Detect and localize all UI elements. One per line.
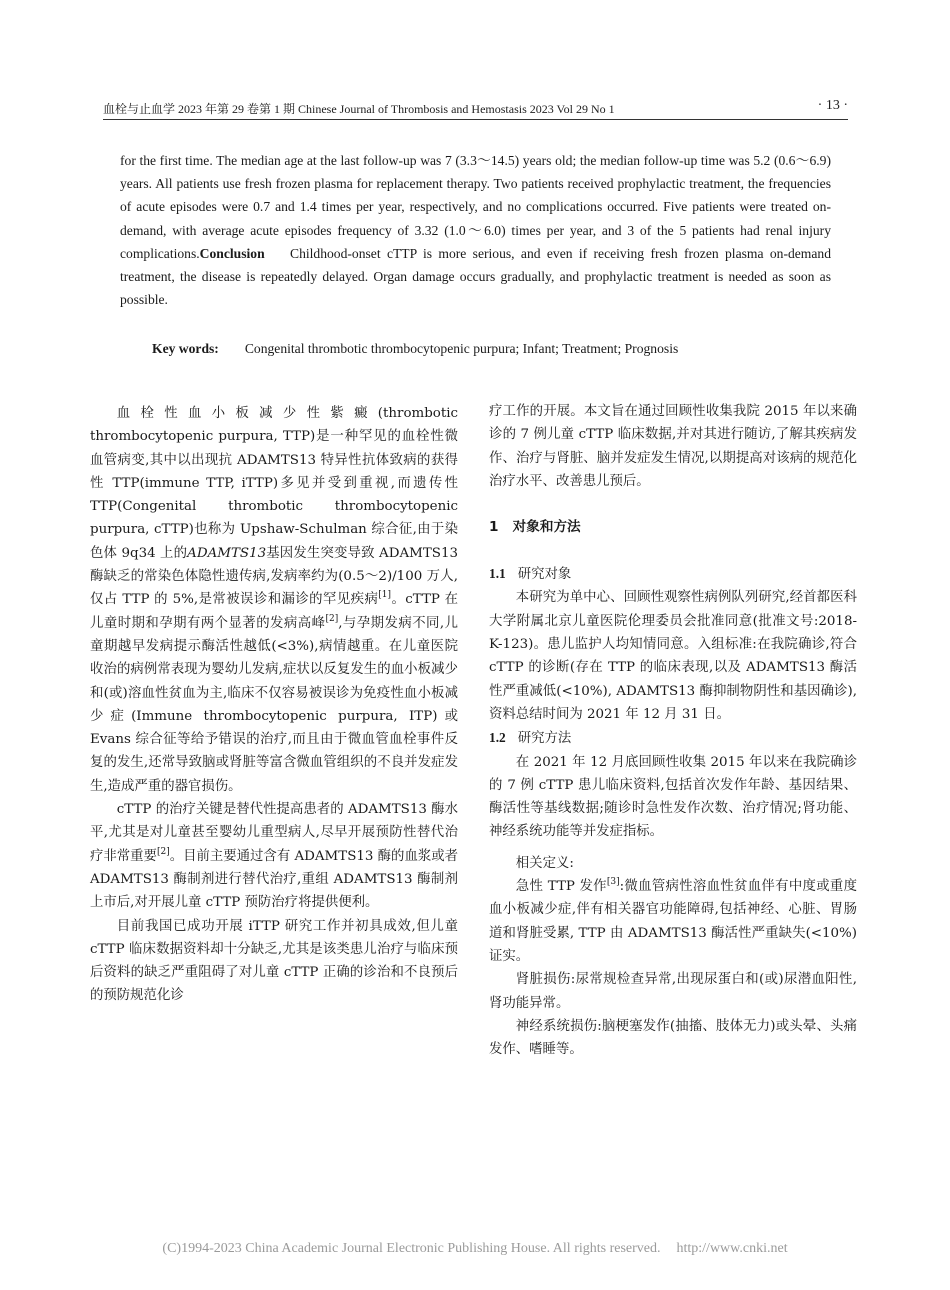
intro-paragraph-continued: 疗工作的开展。本文旨在通过回顾性收集我院 2015 年以来确诊的 7 例儿童 cTTP 临床数据,并对其进行随访,了解其疾病发作、治疗与肾脏、脑并发症发生情况,以期提高对该病的规范化治疗水平、改善患儿预后。 [489,404,857,489]
intro-p1-text-b: 基因发生突变导致 ADAMTS13 酶缺乏的常染色体隐性遗传病,发病率约为(0.5～2)/100 万人,仅占 TTP 的 5%,是常被误诊和漏诊的罕见疾病 [90,545,458,608]
subsection-number: 1.2 [489,730,506,746]
citation-2b[interactable]: [2] [156,846,170,857]
keywords-label: Key words: [152,341,219,356]
section-heading-methods [489,516,857,539]
running-header [103,98,848,118]
copyright-footer [0,1241,950,1257]
abstract-results-text: for the first time. The median age at the last follow-up was 7 (3.3～14.5) years old; the median follow-up time was 5.2 (0.6～6.9) years. All patients use fresh frozen plasma for replacement therapy. Two patients received prophylactic treatment, the frequencies of acute episodes were 0.7 and 1.4 times per year, respectively, and no complications occurred. Five patients were treated on-demand, with average acute episodes frequency of 3.32 (1.0～6.0) times per year, and 3 of the 5 patients had renal injury complications. [120,153,831,261]
english-abstract [120,149,831,311]
intro-p1-text-a: 血栓性血小板减少性紫癜(thrombotic thrombocytopenic purpura, TTP)是一种罕见的血栓性微血管病变,其中以出现抗 ADAMTS13 特异性抗体致病的获得性 TTP(immune TTP, iTTP)多见并受到重视,而遗传性 TTP(Congenital thrombotic thrombocytopenic purpura, cTTP)也称为 Upshaw-Schulman 综合征,由于染色体 9q34 上的 [90,406,458,561]
subsection-number: 1.1 [489,566,506,582]
definition-text: :微血管病性溶血性贫血伴有中度或重度血小板减少症,伴有相关器官功能障碍,包括神经、心脏、胃肠道和肾脏受累, TTP 由 ADAMTS13 酶活性严重缺失(<10%)证实。 [489,879,858,964]
definition-acute-ttp [489,875,857,968]
left-column [90,402,458,1008]
intro-p1-text-d: ,与孕期发病不同,儿童期越早发病提示酶活性越低(<3%),病情越重。在儿童医院收治的病例常表现为婴幼儿发病,症状以反复发生的血小板减少和(或)溶血性贫血为主,临床不仅容易被误诊为免疫性血小板减少症(Immune thrombocytopenic purpura, ITP)或 Evans 综合征等给予错误的治疗,而且由于微血管血栓事件反复的发生,还常导致脑或肾脏等富含微血管组织的不良并发症发生,造成严重的器官损伤。 [90,615,458,794]
subjects-paragraph: 本研究为单中心、回顾性观察性病例队列研究,经首都医科大学附属北京儿童医院伦理委员会批准同意(批准文号:2018-K-123)。患儿监护人均知情同意。入组标准:在我院确诊,符合 cTTP 的诊断(存在 TTP 的临床表现,以及 ADAMTS13 酶活性严重减低(<10%), ADAMTS13 酶抑制物阴性和基因确诊),资料总结时间为 2021 年 12 月 31 日。 [489,590,857,722]
paragraph-spacer [489,844,857,852]
citation-1[interactable]: [1] [378,590,392,601]
keywords-text: Congenital thrombotic thrombocytopenic purpura; Infant; Treatment; Prognosis [244,341,679,356]
subsection-title: 研究方法 [517,731,572,747]
keywords-line [152,337,832,360]
citation-3[interactable]: [3] [606,877,620,888]
page-number: · 13 · [817,98,848,113]
definition-neuro-injury: 神经系统损伤:脑梗塞发作(抽搐、肢体无力)或头晕、头痛发作、嗜睡等。 [489,1018,857,1058]
header-divider [103,119,848,120]
right-column [489,400,857,1061]
definition-kidney-injury: 肾脏损伤:尿常规检查异常,出现尿蛋白和(或)尿潜血阳性,肾功能异常。 [489,972,857,1011]
citation-2[interactable]: [2] [325,613,339,624]
intro-paragraph-1 [90,402,458,798]
conclusion-label: Conclusion [199,245,265,261]
intro-paragraph-2 [90,798,458,914]
definitions-intro: 相关定义: [515,855,574,871]
journal-citation: 血栓与止血学 2023 年第 29 卷第 1 期 Chinese Journal of Thrombosis and Hemostasis 2023 Vol 29 No 1 [103,102,615,116]
methods-paragraph: 在 2021 年 12 月底回顾性收集 2015 年以来在我院确诊的 7 例 cTTP 患儿临床资料,包括首次发作年龄、基因结果、酶活性等基线数据;随诊时急性发作次数、治疗情况;肾功能、神经系统功能等并发症指标。 [489,754,857,840]
intro-paragraph-3: 目前我国已成功开展 iTTP 研究工作并初具成效,但儿童 cTTP 临床数据资料却十分缺乏,尤其是该类患儿治疗与临床预后资料的缺乏严重阻碍了对儿童 cTTP 正确的诊治和不良预后的预防规范化诊 [90,918,458,1004]
section-number: 1 [489,519,499,536]
subsection-heading-methods [489,726,857,750]
subsection-heading-subjects [489,562,857,586]
intro-p2-text-b: 。目前主要通过含有 ADAMTS13 酶的血浆或者 ADAMTS13 酶制剂进行替代治疗,重组 ADAMTS13 酶制剂上市后,对开展儿童 cTTP 预防治疗将提供便利。 [90,848,459,911]
cnki-link[interactable]: http://www.cnki.net [676,1241,788,1256]
subsection-title: 研究对象 [517,567,572,583]
gene-name: ADAMTS13 [187,545,267,561]
section-title: 对象和方法 [512,519,581,536]
copyright-text: (C)1994-2023 China Academic Journal Electronic Publishing House. All rights reserved. [162,1241,661,1256]
abstract-conclusion-text: Childhood-onset cTTP is more serious, and even if receiving fresh frozen plasma on-demand treatment, the disease is repeatedly delayed. Organ damage occurs gradually, and prophylactic treatment is needed as soon as possible. [120,245,832,308]
intro-p2-text-a: cTTP 的治疗关键是替代性提高患者的 ADAMTS13 酶水平,尤其是对儿童甚至婴幼儿重型病人,尽早开展预防性替代治疗非常重要 [90,802,458,864]
definition-term: 急性 TTP 发作 [515,879,607,895]
intro-p1-text-c: 。cTTP 在儿童时期和孕期有两个显著的发病高峰 [90,592,458,631]
